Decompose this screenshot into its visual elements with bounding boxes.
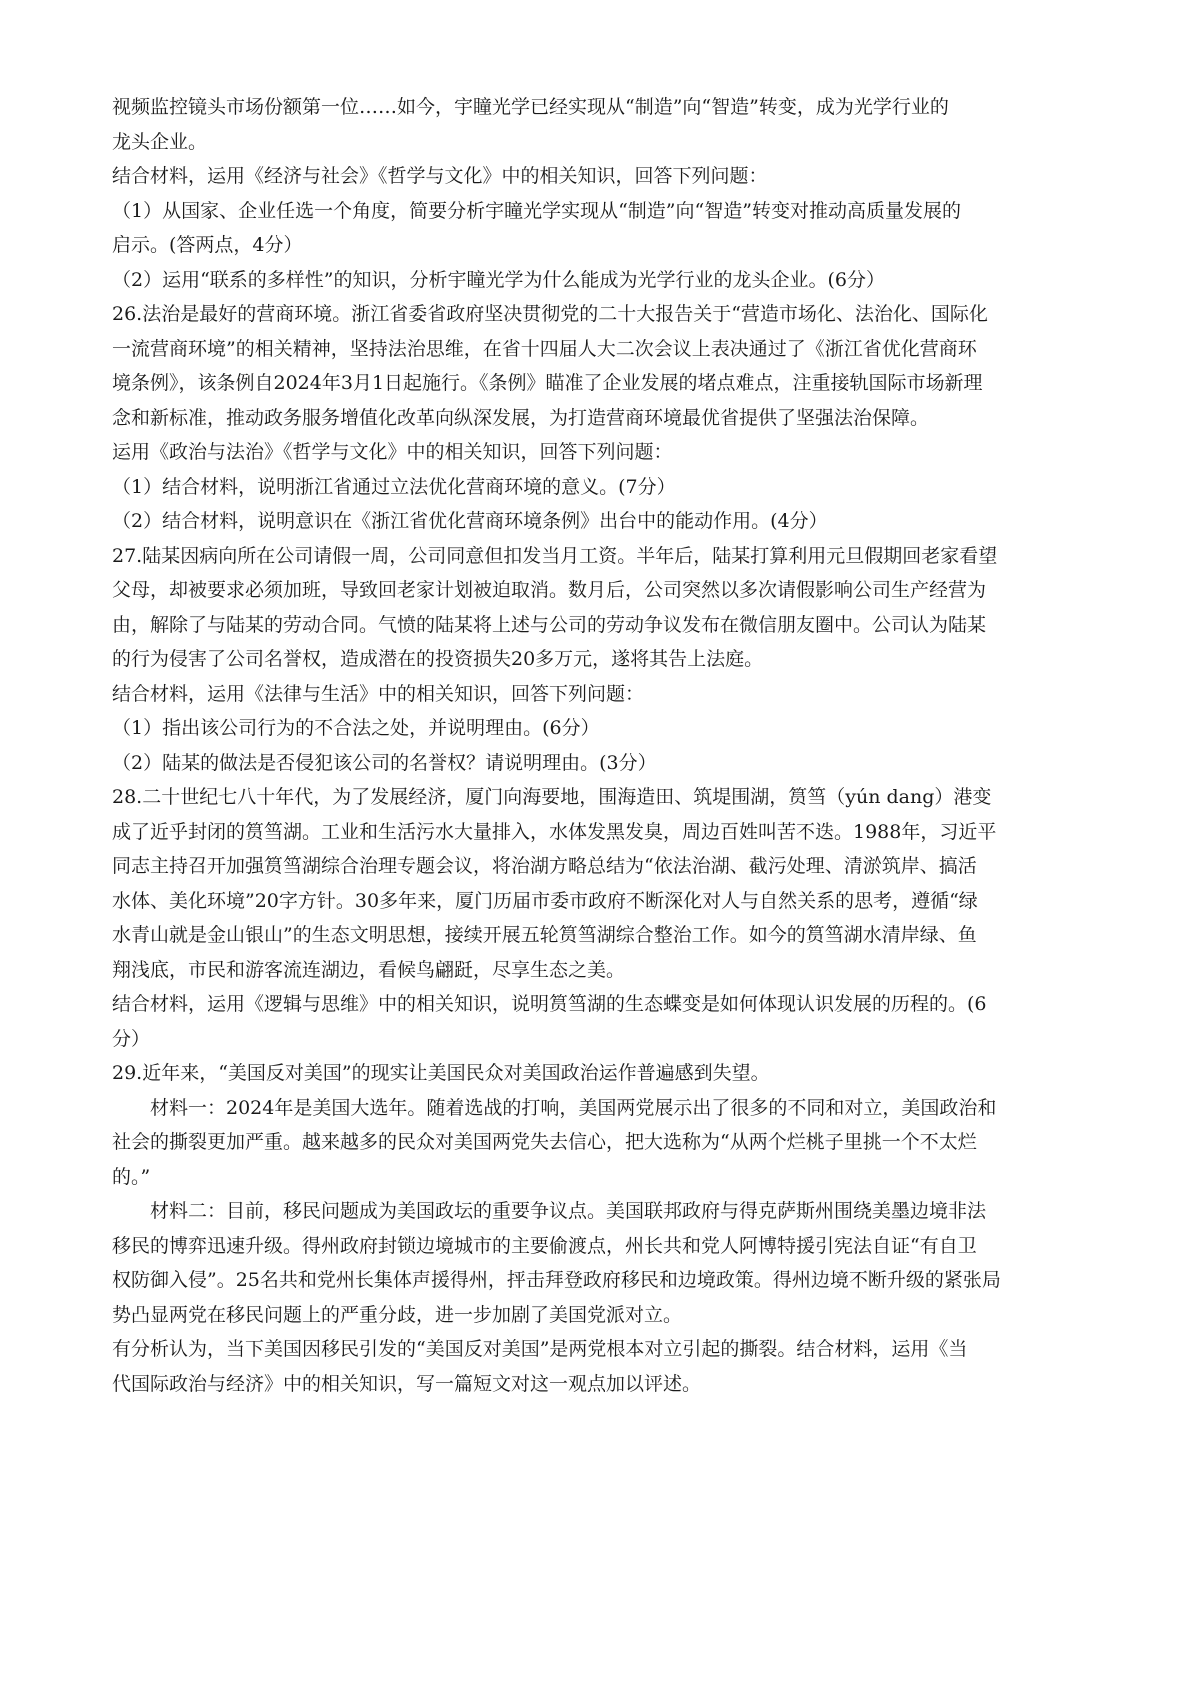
text-line: （1）从国家、企业任选一个角度，简要分析宇瞳光学实现从“制造”向“智造”转变对推动高质量发展的 bbox=[112, 199, 961, 222]
text-line: 结合材料，运用《法律与生活》中的相关知识，回答下列问题： bbox=[112, 682, 645, 705]
text-line: 水体、美化环境”20字方针。30多年来，厦门历届市委市政府不断深化对人与自然关系的思考，遵循“绿 bbox=[112, 889, 978, 912]
text-line: 成了近乎封闭的筼筜湖。工业和生活污水大量排入，水体发黑发臭，周边百姓叫苦不迭。1988年，习近平 bbox=[112, 820, 997, 843]
text-line: 由，解除了与陆某的劳动合同。气愤的陆某将上述与公司的劳动争议发布在微信朋友圈中。公司认为陆某 bbox=[112, 613, 987, 636]
text-line: 代国际政治与经济》中的相关知识，写一篇短文对这一观点加以评述。 bbox=[112, 1372, 702, 1395]
text-line: 水青山就是金山银山”的生态文明思想，接续开展五轮筼筜湖综合整治工作。如今的筼筜湖水清岸绿、鱼 bbox=[112, 924, 977, 946]
text-line: （2）结合材料，说明意识在《浙江省优化营商环境条例》出台中的能动作用。(4分） bbox=[112, 510, 828, 532]
question-27 bbox=[112, 539, 1102, 781]
text-line: 材料二：目前，移民问题成为美国政坛的重要争议点。美国联邦政府与得克萨斯州围绕美墨边境非法 bbox=[150, 1200, 987, 1222]
text-line: 分） bbox=[112, 1027, 151, 1050]
text-line: 同志主持召开加强筼筜湖综合治理专题会议，将治湖方略总结为“依法治湖、截污处理、清淤筑岸、搞活 bbox=[112, 855, 977, 877]
material-2 bbox=[112, 1194, 1102, 1332]
text-line: 权防御入侵”。25名共和党州长集体声援得州，抨击拜登政府移民和边境政策。得州边境不断升级的紧张局 bbox=[112, 1269, 1001, 1291]
text-line: 视频监控镜头市场份额第一位……如今，宇瞳光学已经实现从“制造”向“智造”转变，成为光学行业的 bbox=[112, 96, 949, 118]
text-line: 移民的博弈迅速升级。得州政府封锁边境城市的主要偷渡点，州长共和党人阿博特援引宪法自证“有自卫 bbox=[112, 1234, 977, 1257]
text-line: 运用《政治与法治》《哲学与文化》中的相关知识，回答下列问题： bbox=[112, 441, 673, 463]
text-line: 境条例》，该条例自2024年3月1日起施行。《条例》瞄准了企业发展的堵点难点，注重接轨国际市场新理 bbox=[112, 372, 983, 394]
question-28 bbox=[112, 780, 1102, 1056]
text-line: 结合材料，运用《逻辑与思维》中的相关知识，说明筼筜湖的生态蝶变是如何体现认识发展的历程的。(6 bbox=[112, 993, 987, 1015]
text-line: 有分析认为，当下美国因移民引发的“美国反对美国”是两党根本对立引起的撕裂。结合材料，运用《当 bbox=[112, 1338, 968, 1360]
text-line: 材料一：2024年是美国大选年。随着选战的打响，美国两党展示出了很多的不同和对立，美国政治和 bbox=[150, 1096, 997, 1119]
text-line: 29.近年来，“美国反对美国”的现实让美国民众对美国政治运作普遍感到失望。 bbox=[112, 1062, 770, 1084]
text-line: 启示。(答两点，4分） bbox=[112, 234, 303, 256]
text-line: 27.陆某因病向所在公司请假一周，公司同意但扣发当月工资。半年后，陆某打算利用元旦假期回老家看望 bbox=[112, 544, 998, 567]
text-line: （1）指出该公司行为的不合法之处，并说明理由。(6分） bbox=[112, 717, 600, 739]
text-line: 翔浅底，市民和游客流连湖边，看候鸟翩跹，尽享生态之美。 bbox=[112, 958, 626, 981]
material-1 bbox=[112, 1091, 1102, 1195]
text-line: 社会的撕裂更加严重。越来越多的民众对美国两党失去信心，把大选称为“从两个烂桃子里挑一个不太烂 bbox=[112, 1131, 977, 1153]
text-line: 念和新标准，推动政务服务增值化改革向纵深发展，为打造营商环境最优省提供了坚强法治保障。 bbox=[112, 406, 930, 429]
text-line: 父母，却被要求必须加班，导致回老家计划被迫取消。数月后，公司突然以多次请假影响公司生产经营为 bbox=[112, 579, 987, 601]
text-line: 势凸显两党在移民问题上的严重分歧，进一步加剧了美国党派对立。 bbox=[112, 1303, 683, 1326]
text-line: 的行为侵害了公司名誉权，造成潜在的投资损失20多万元，遂将其告上法庭。 bbox=[112, 648, 764, 670]
text-line: 的。” bbox=[112, 1165, 151, 1188]
text-line: （2）陆某的做法是否侵犯该公司的名誉权？请说明理由。(3分） bbox=[112, 751, 657, 774]
text-line: 龙头企业。 bbox=[112, 130, 208, 153]
text-line: 结合材料，运用《经济与社会》《哲学与文化》中的相关知识，回答下列问题： bbox=[112, 165, 768, 187]
question-29 bbox=[112, 1056, 1102, 1401]
text-line: 一流营商环境”的相关精神，坚持法治思维，在省十四届人大二次会议上表决通过了《浙江省优化营商环 bbox=[112, 337, 977, 360]
text-line: 26.法治是最好的营商环境。浙江省委省政府坚决贯彻党的二十大报告关于“营造市场化、法治化、国际化 bbox=[112, 303, 988, 325]
q25-continuation bbox=[112, 90, 1102, 297]
text-line: 28.二十世纪七八十年代，为了发展经济，厦门向海要地，围海造田、筑堤围湖，筼筜（yún dang）港变 bbox=[112, 786, 992, 808]
exam-page bbox=[112, 90, 1102, 1401]
text-line: （1）结合材料，说明浙江省通过立法优化营商环境的意义。(7分） bbox=[112, 475, 676, 498]
question-26 bbox=[112, 297, 1102, 539]
text-line: （2）运用“联系的多样性”的知识，分析宇瞳光学为什么能成为光学行业的龙头企业。(6分） bbox=[112, 268, 886, 291]
